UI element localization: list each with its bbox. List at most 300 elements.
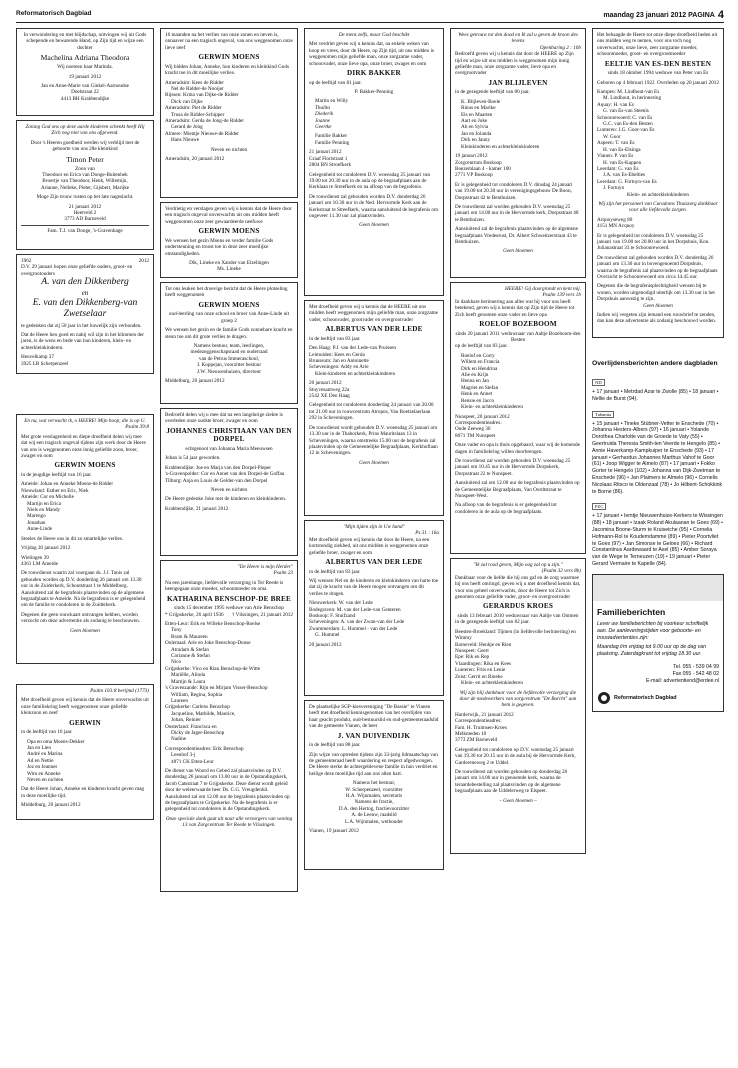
notice-text: D.V. 29 januari hopen onze geliefde ouders, groot- en overgrootouders [21, 264, 133, 277]
family-line: Roelof en Corry [461, 352, 495, 359]
deceased-name: ALBERTUS VAN DER LEDE [325, 325, 423, 334]
line: Theodoor en Erica van Donge-Buitenhek [42, 172, 128, 179]
family-line: Martijn & Laura [171, 678, 206, 685]
funeral-info: De rouwdienst waarin zal voorgaan ds. J.J. Tanis zal gehouden worden op D.V. donderdag 26 januari om 13.30 uur in de Zuiderkerk, Schoutstraat 1 te Middelburg. Aansluitend zal de begrafenis plaatsvinden op de algemene begraafplaats te Ameide. Na de begrafenis is er gelegenheid om de familie te condoleren in de Zuiderkerk. [21, 570, 146, 609]
motto: "Ik zal rood geven, Mijn oog zal op u zijn." [473, 562, 563, 568]
city: 3925 LB Scherpenzeel [21, 360, 69, 367]
family-line: Familie Penning [315, 139, 350, 146]
age: Johan is 54 jaar geworden. [165, 455, 221, 462]
family-line: Ameradsim: Piet de Ridder [165, 105, 222, 112]
family-line: Magriet en Stefan [461, 384, 499, 391]
note: Indien wij vergeten zijn iemand een rouwbrief te zenden, dan kan deze advertentie als zodanig beschouwd worden. [597, 312, 716, 325]
family-line: Jan en Jolanda [461, 130, 492, 137]
motto: En nu, wat verwacht ik, o HEERE! Mijn hoop, die is op U. [24, 418, 146, 424]
family-line: Almere: Mientje Nieuwe-de Ridder [165, 130, 239, 137]
motto: Zolang God ons op deze aarde kinderen schenkt heeft Hij Zich nog niet van ons afgewend. [25, 124, 145, 137]
family-line: Hans Nieuwe [171, 137, 200, 144]
family-line: Dick van Dijke [171, 98, 203, 105]
deceased-name: JAN BLIJLEVEN [488, 78, 548, 87]
column-1 [16, 28, 154, 824]
sub: oud-leerling van onze school en broer van Anne-Linde uit groep 2 [168, 311, 290, 324]
child-nickname: Wij noemen haar Marinda. [57, 64, 113, 71]
flowers: – Geen bloemen – [499, 797, 537, 804]
motto-ref: Ps 31 : 16a [415, 530, 439, 537]
logo-text: Reformatorisch Dagblad [614, 694, 677, 701]
phone[interactable]: Tel. 055 - 539 04 99 [673, 663, 719, 670]
family-notices-title: Familieberichten [597, 606, 666, 617]
family-line: Familie Bakker [315, 133, 348, 140]
funeral-info: De dienst van Woord en Gebed zal plaatsvinden op D.V. donderdag 26 januari om 13.00 uur in de Opstandingskerk, Jacob Catsstraat 7 te Grijpskerke. Deze dienst wordt geleid door de weleerwaarde heer Ds. C.G. Vreugdenhil. Aansluitend zal om 12.00 uur de begrafenis plaatsvinden op de begraafplaats te Grijpskerke. Na de begrafenis is er gelegenheid tot condoleren in de Opstandingskerk. [165, 767, 290, 813]
family-line: Klein- en achterkleinkinderen [627, 191, 689, 198]
family-line: Neven en nichten [27, 777, 64, 784]
family-line: Marengo [27, 513, 46, 520]
family-line: Aspeen: T. van Es [597, 140, 635, 147]
notice-date: Middelburg, 20 januari 2012 [165, 378, 225, 385]
notice-text: Bedroefd geven wij u kennis dat door de HEERE op Zijn tijd en wijze uit ons midden is weggenomen mijn innig geliefde man, onze zorgzame vader, lieve opa en overgrootvader [455, 51, 574, 77]
fax: Fax 055 - 542 48 02 [672, 670, 719, 677]
condolence-info: Gelegenheid tot condoleren op D.V. woensdag 25 januari van 19.30 tot 20.15 uur in de aula bij de Hervormde Kerk, Gardereneweg 2 te Uddel. [455, 746, 576, 766]
notice-text: 16 maanden na het verlies van onze zonen en neven is, onnaaver na een tragisch ongeval, van ons weggenomen onze lieve neef [165, 32, 293, 51]
family-line: Klein- en achterkleinkinderen [461, 680, 523, 687]
sign-line: J.W. Nieuwenhuizen, directeur [197, 368, 261, 375]
family-line: J.A. van Es-Ebelties [603, 172, 646, 179]
deceased-name: KATHARINA BENSCHOP-DE BREE [166, 594, 292, 603]
notice-text-2: te gedenken dat zij 50 jaar in het huwelijk zijn verbonden. [21, 322, 142, 329]
family-line: Nel de Ridder-de Nooijer [171, 86, 224, 93]
family-line: Ameide: Johan en Anneke Moens-de Ridder [21, 481, 114, 488]
notice-text-2: Degenen die de begrafenisplechtigheid wensen bij te wonen, worden uitgenodigd uiterlijk om 13.30 uur in het Dorpshuis aanwezig te zijn. [597, 283, 715, 303]
family-line: Henna en Jan [461, 378, 489, 385]
deceased-name: GERWIN MOENS [198, 300, 260, 309]
notice-text-2: Wij wensen Nel en de kinderen en kleinkinderen van harte toe dat zij de kracht van de Heere mogen ontvangen om dit verlies te dragen. [309, 578, 439, 597]
notice-date: Krabbendijke, 21 januari 2012 [165, 505, 229, 512]
address: Zorgcentrum Boskoop [455, 159, 502, 166]
funeral-info: De rouwdienst zal worden gehouden D.V. woensdag 25 januari om 10.45 uur in de Hervormde Dorpskerk, Dorpsstraat 22 te Nunspeet. [455, 457, 571, 477]
notice-text: Met droefheid geven wij u kennis dat de HEERE uit ons midden heeft weggenomen mijn geliefde man, onze zorgzame vader, schoonvader, grootvader en overgrootvader [309, 304, 438, 323]
notice-text: Tot ons leuken het droevige bericht dat de Heere plotseling heeft weggenomen [165, 286, 288, 299]
other-papers-title: Overlijdensberichten andere dagbladen [592, 360, 718, 367]
family-line: Bodegraven: M. van der Lede-van Genteren [309, 606, 401, 613]
family-line: Ad en Nettie [27, 757, 54, 764]
family-line: Nunspeet: Geert [455, 648, 489, 655]
family-line: Henk en Annet [461, 391, 493, 398]
family-line: Geertke [315, 124, 332, 131]
family-line: G.C. van Es-den Besten [603, 121, 653, 128]
notice-text: In verwondering en met blijdschap, ontvingen wij uit Gods schepende en bewarende Hand, op Zijn tijd en wijze een dochter [23, 32, 147, 51]
tag-tubantia: Tubantia [592, 411, 614, 418]
street: Heetveld 2 [73, 210, 97, 217]
motto-ref: (Psalm 32 vers 8b) [541, 568, 581, 575]
family-line: Dicky de Jager-Benschop [171, 729, 225, 736]
condolence-info: Gelegenheid tot condoleren D.V. woensdag 25 januari van 19.00 tot 20.30 uur in de aula op de begraafplaats aan de Kerklaan te Streefkerk en na afloop van de begrafenis. [309, 171, 431, 191]
sender-2: Ms. Lineke [217, 266, 241, 273]
family-line: Krabbendijke: Joe en Marja van den Dorpel-Pieper [165, 464, 272, 471]
family-line: Leimuiden: Kees en Gerda [309, 351, 365, 358]
email-link[interactable]: E-mail: advertentiend@erdee.nl [645, 677, 719, 684]
family-line: Martin en Willy [315, 98, 349, 105]
obituary-gerardus-kroes [450, 558, 586, 854]
name-husband: A. van den Dikkenberg [41, 276, 129, 288]
street: Doelstraat 22 [71, 89, 99, 96]
funeral-info: De rouwdienst zal gehouden worden D.V. donderdag 26 januari om 13.30 uur in bovengenoemd Dorpshuis, waarna de begrafenis zal plaatsvinden op de begraafplaats Overzicht te Schoonrewoerd om circa 14.45 uur. [597, 254, 718, 280]
address-2: Boezemlaan 4 - kamer 100 [455, 165, 511, 172]
sign-line: D.A. den Hertog, fractievoorzitter [338, 805, 410, 812]
city: 4361 LM Ameide [21, 560, 58, 567]
family-line: Scheveningen: A. van der Zwan-van der Lede [309, 619, 405, 626]
family-line: Klein-kinderen en achterkleinkinderen [315, 370, 396, 377]
notice-text: Na een jarenlange, liefdevolle verzorging in Ter Reede is heengegaan onze moeder, schoonmoeder en oma [165, 579, 284, 593]
family-line: M. Lindhout, in herinnering [603, 95, 662, 102]
notice-date: Vrijdag 20 januari 2012 [21, 545, 71, 552]
birth-notice-timon [16, 120, 154, 250]
notice-text: Met grote verslagenheid en diepe droefheid delen wij mee dat wij een tragisch ongeval tijdens zijn werk door de Heere van ons is weggenomen onze innig geliefde zoon, broer, zwager en oom [21, 433, 146, 460]
page-number: 4 [717, 9, 724, 21]
family-line: Nieuwland: Esther en Eric, Niek [21, 487, 89, 494]
obituary-jan-blijleven [450, 28, 586, 278]
family-notices-text-2: Maandag t/m vrijdag tot 9.00 uur op de dag van plaatsing. Zaterdagkrant tot vrijdag 18.30 uur. [597, 643, 707, 657]
family-line: Gerard de Jong [171, 124, 203, 131]
address: Stuyvesantweg 22a [309, 386, 350, 393]
notice-text-2: Dat de Heere Johan, Anneke en kinderen kracht geven mag in deze moeilijke tijd. [21, 786, 145, 799]
obituary-johannes [160, 408, 298, 556]
condolence-info: Gelegenheid tot condoleren donderdag 24 januari van 20.00 tot 21.00 uur in rouwcentrum Atropos, Van Boetzelaerlaan 292 in Scheveningen. [309, 402, 434, 422]
family-line: H. van Es-Elsinga [603, 146, 641, 153]
address: Fam. H. Truimsen-Kroes [455, 724, 507, 731]
notice-date: 19 januari 2012 [68, 73, 102, 80]
paper-logo [597, 691, 719, 705]
family-line: Rinus en Marike [461, 105, 496, 112]
family-line: 's Gravenzande: Rijn en Mirjam Visser-Benschop [165, 685, 268, 692]
family-notices-banner [593, 575, 723, 601]
condolence-info: Er is gelegenheid tot condoleren D.V. woensdag 25 januari van 19.00 tot 20.00 uur in het Dorpshuis, Kon. Julianastraat 33 te Schoonrewoerd. [597, 232, 710, 252]
correspondence: Correspondentieadres: [455, 419, 502, 426]
city: 4413 BH Krabbendijke [60, 95, 110, 102]
page-word: PAGINA [688, 12, 715, 19]
city: 3773 AD Barneveld [64, 216, 106, 223]
family-line: Grijpskerke: Vico en Rian Benschop-de Witte [165, 665, 261, 672]
motto-ref: Psalm 103:8 berijmd (1773) [90, 688, 149, 694]
obituary-gerwin-elzelingen [160, 202, 298, 278]
sign-line: medezeggenschapsraad en ouderraad [190, 349, 268, 356]
motto: HEERE! Gij doorgrondt en kent mij. [505, 286, 581, 292]
notice-text-3: Aansluitend zal de begrafenis plaatsvinden op de algemene begraafplaats Vredeerust, Dr. Albert Schweitzerstraat 43 te Benthuizen. [455, 226, 578, 245]
obituary-gerwin-moens-family [16, 414, 154, 664]
sender: Fam. T.J. van Donge, 's-Gravenhage [47, 227, 123, 234]
notice-date: Middelburg, 20 januari 2012 [21, 802, 81, 809]
obituary-dirk-bakker [304, 28, 444, 296]
sign-line: Namens bestuur, team, leerlingen, [193, 343, 265, 350]
address: Graaf Floristraat 1 [309, 155, 348, 162]
deceased-name: EELTJE VAN ES-DEN BESTEN [604, 59, 712, 68]
flowers: Geen bloemen [643, 302, 673, 309]
address: Heuvelkamp 37 [21, 354, 54, 361]
notice-date: 20 januari 2012 [309, 380, 342, 387]
family-line: Els en Maarten [461, 111, 493, 118]
family-line: Boskoop: F. Stuifzand [309, 613, 356, 620]
age: in de leeftijd van 88 jaar. [309, 742, 361, 749]
sign-line: Namens de fractie, [354, 799, 394, 806]
sub: sinds 13 februari 2010 weduwnaar van Aaltje van Ommen [457, 613, 579, 620]
family-line: G. Hummel [315, 632, 340, 639]
family-line: Epe: Rik en Rep [455, 654, 490, 661]
sign-line: J. Koppejan, voorzitter bestuur [196, 362, 262, 369]
flowers: Geen bloemen [503, 248, 533, 255]
family-line: Mariëlle, Alinda [171, 672, 205, 679]
age: in de leeftijd van 83 jaar. [309, 568, 361, 575]
obituary-albertus-2 [304, 520, 444, 696]
motto: Wees getrouw tot den dood en Ik zal u geven de kroon des levens [458, 32, 578, 45]
family-line: Scheveningen: Addy en Arie [309, 364, 369, 371]
notice-text: Dankbaar voor de liefde die hij ons gaf en de zorg waarmee hij ons heeft omringd, geven wij u met droefheid kennis dat, voor ons geheel onverwachts, door de Heere tot Zich is genomen onze geliefde vader, groot- en overgrootvader [455, 574, 581, 601]
page-info [603, 9, 724, 21]
sub: sinds 15 december 1995 weduwe van Arie Benschop [174, 605, 284, 612]
condolence-info: Er is gelegenheid tot condoleren D.V. dinsdag 24 januari van 19.00 tot 20.30 uur in verenigingsgebouw De Boon, Dorpsstraat 42 te Benthuizen. [455, 181, 573, 201]
notice-text: De plaatselijke SGP-kiesvereniging "De Bassie" te Vianen heeft met droefheid kennisgenomen van het overlijden van haar geacht produkt, oud-bestuurslid en oud-gemeenteraadslid van de gemeente Vianen, de heer [309, 704, 439, 730]
deceased-name: GERWIN MOENS [198, 53, 260, 62]
family-notices-box [592, 574, 724, 712]
deceased-name: ALBERTUS VAN DER LEDE [325, 558, 423, 567]
column-4 [450, 28, 586, 858]
age: op de leeftijd van 83 jaar. [455, 343, 508, 350]
sign-line: van de Petrus Immeraschool, [198, 355, 260, 362]
family-line: André en Marina [27, 751, 63, 758]
notice-text-3: Dat de Heere hen goed en nabij wil zijn in het klimmen der jaren, is de wens en bede van hun kinderen, klein- en achterkleinkinderen. [21, 332, 145, 351]
deceased-name: GERWIN [69, 718, 101, 727]
died: † Vlissingen, 21 januari 2012 [231, 611, 293, 618]
sign-line: A. de Leeuw, raadslid [351, 812, 397, 819]
sub: sinds 20 januari 2011 weduwnaar van Aaltje Bozeboom-den Besten [455, 330, 581, 344]
family-line: Kleinkinderen en achterkleinkinderen [461, 143, 540, 150]
contact-info [597, 664, 719, 685]
family-line: Bram & Maureen [171, 633, 208, 640]
notice-text: Door 's Heeren goedheid werden wij verblijd met de geboorte van ons 28e kleinkind [30, 139, 140, 153]
age: in de leeftijd van 16 jaar. [21, 729, 73, 736]
family-line: Grijpskerke: Carlens Benschop [165, 704, 230, 711]
line: Arianne, Nelleke, Pieter, Gijsbert, Marijke [40, 184, 130, 191]
notice-date: 21 januari 2012 [309, 149, 342, 156]
family-line: Ameradsim: Kees de Ridder [165, 79, 224, 86]
family-sub: Neven en nichten [210, 146, 248, 153]
family-line: Lunteren: J.G. Goor-van Es [597, 127, 655, 134]
child-name: Machelina Adriana Theodora [40, 53, 130, 63]
notice-text-2: De Heere gedenke Joke met de kinderen en kleinkinderen. [165, 496, 287, 503]
family-line: Joz en Jeannet [27, 764, 57, 771]
notice-date: Vianen, 19 januari 2012 [309, 828, 359, 835]
address: Leeuhof 3-j [171, 752, 196, 759]
born-died [597, 80, 719, 86]
obituary-gerwin-grandparents [16, 684, 154, 820]
obituary-eeltje [592, 28, 724, 338]
place-date: Harderwijk, 21 januari 2012 [455, 711, 514, 718]
family-line: Opa en oma Moens-Dekker [27, 738, 85, 745]
family-line: Barneveld: Henkje en Rien [455, 641, 512, 648]
family-line: Dirk en Hendrina [461, 365, 498, 372]
deceased-name: J. VAN DUIVENDIJK [337, 731, 411, 740]
column-3 [304, 28, 444, 874]
notice-text: Met droefheid geven wij kennis dat de Heere onverwachts uit onze familiekring heeft weggenomen onze geliefde kleinzoon en neef [21, 697, 149, 717]
notice-text: Bedroefd delen wij u mee dat na een langdurige ziekte is overleden onze oudste broer, zwager en oom [165, 412, 283, 425]
family-line: William, Regina, Sophia [171, 691, 223, 698]
family-line: Den Haag: P.J. van der Lede-van Pruissen [309, 345, 397, 352]
family-line: Alie en Krijn [461, 372, 489, 379]
family-line: Rijssen: Krina van Dijke-de Ridder [165, 92, 239, 99]
year-start: 1962 [21, 258, 32, 264]
notice-text-2: Steeles de Heere ons in dit zo smartelijke verlies. [21, 535, 124, 542]
family-line: Ameradsim: Gerda de Jong-de Ridder [165, 118, 244, 125]
family-line: Niels en Mandy [27, 507, 61, 514]
deceased-name: ROELOF BOZEBOOM [479, 320, 557, 329]
address: Oude Zeeweg 30 [455, 426, 491, 433]
flowers: Geen bloemen [70, 627, 100, 634]
family-line: Aart en Joke [461, 118, 488, 125]
obituary-katharina [160, 560, 298, 892]
notice-date: 21 januari 2012 [68, 203, 102, 210]
family-line: Dirk en Janny [461, 137, 491, 144]
deceased-name: JOHANNES CHRISTIAAN VAN DEN DORPEL [166, 426, 292, 444]
family-line: Klein- en achterkleinkinderen [461, 404, 523, 411]
family-line: Thalita [315, 104, 330, 111]
family-line: Vlaardingen: Rika en Kees [455, 660, 512, 667]
family-line: G. van Es-van Steenis [603, 108, 649, 115]
family-line: H. van Es-Kappen [603, 159, 642, 166]
motto: De mens zelfs, maar God beschikt [338, 32, 410, 38]
notice-text-4: Na afloop van de begrafenis is er gelegenheid tot condoleren in de aula op de begraafplaats. [455, 502, 557, 515]
family-line: Brunssum: Jan en Antoinette [309, 358, 369, 365]
city: 2804 BN Stroefkerk [309, 162, 352, 169]
family-line: Laureen [171, 697, 188, 704]
place-date: Nunspeet, 20 januari 2012 [455, 413, 510, 420]
tag-nd: ND [592, 379, 605, 386]
notice-text-3: Aansluitend zal om 12.00 uur de begrafenis plaatsvinden op de Gemeentelijke Begraafplaats, Van Oordtstraat te Nunspeet-West. [455, 480, 580, 499]
notice-text: Met verdriet geven wij u kennis dat, na enkele weken van hoop en vrees, door de Heere, op Zijn tijd, uit ons midden is weggenomen mijn geliefde man, onze zorgzame vader, schoonvader, onze lieve opa, onze broer, zwager en oom [309, 41, 434, 67]
sub: sinds 18 oktober 1994 weduwe van Peter van Es [607, 70, 709, 77]
died: Overleden op 20 januari 2012 [657, 79, 719, 86]
notice-text-2: We wensen het gezin Moens en verder familie Gods ondersteuning en troost toe in deze zeer moeilijke omstandigheden. [165, 237, 274, 257]
family-notices-text-1: Lever uw familieberichten bij voorkeur schriftelijk aan. De aanleveringstijden voor geboorte- en trouwadvertenties zijn: [597, 620, 709, 641]
column-5 [592, 28, 724, 712]
age: in de jeugdige leeftijd van 16 jaar. [21, 472, 92, 479]
sign-line: W. Scherpenzeel, voorzitter [345, 786, 403, 793]
age: in de leeftijd van 83 jaar. [309, 335, 361, 342]
birth-notice-machelina [16, 28, 154, 116]
family-line: Wim en Anneke [27, 770, 61, 777]
year-end: 2012 [138, 258, 149, 264]
family-line: Beesten-Broekland: Tijmen (in liefdevolle herinnering) en Wimmy [455, 628, 576, 642]
obituary-gerwin-neef [160, 28, 298, 198]
family-line: Jonathan [27, 519, 46, 526]
flowers: Geen bloemen [359, 222, 389, 229]
family-line: Leerdam: G. Fortuyn-van Es [597, 178, 657, 185]
notice-text: Met droefheid geven wij kennis dat door de Heere, na een kortstondig ziekbed, uit ons midden is weggenomen onze geliefde broer, zwager en oom [309, 536, 430, 556]
born: Geboren op 4 februari 1922 [597, 79, 655, 86]
family-line: Anne-Linde [27, 526, 53, 533]
family-line: Tony [171, 627, 182, 634]
family-line: Nico [171, 659, 182, 666]
paper-name: Reformatorisch Dagblad [16, 10, 92, 17]
address-2: Melkmeden 10 [455, 730, 487, 737]
family-line: J. Fortuyn [603, 185, 625, 192]
notice-date: 20 januari 2012 [309, 641, 342, 648]
motto-ref: Openbaring 2 : 10b [539, 44, 581, 51]
family-line: Oolemaal: Arie en Joke Benschop-Donse [165, 640, 251, 647]
motto-ref: Psalm 23 [273, 570, 293, 577]
anniversary-notice [16, 254, 154, 374]
tag-pzc: PZC [592, 503, 606, 510]
deceased-name: GERARDUS KROES [482, 602, 554, 611]
family-line: Tilburg: Anja en Louis de Gelder-van den Dorpel [165, 477, 268, 484]
notice-date: Ameradsim, 20 januari 2012 [165, 156, 225, 163]
obituary-albertus-1 [304, 300, 444, 516]
family-line: W. Goor [603, 133, 621, 140]
born: * Grijpskerke, 26 april 1936 [165, 611, 224, 618]
pzc-list: + 17 januari • Iemtje Nieuwenhuize-Kerkers te Wissingen (88) • 18 januari • Izaak Roland Akulaanan te Goes (69) • Jacomina Boone-Sturm te Kruiseiche (95) • Cornelia Hofmann-Rol te Koudemdamme (89) • Pieter Poortvliet te Goes (97) • Jan Simonse te Geloes (66) • Richard Constantinus Aardewaard te Axel (85) • Amber Soraya van de Wege te Terneuzen (19) • 19 januari • Pieter Gerard Vermaire te Kapelle (84). [592, 513, 723, 567]
page-date: maandag 23 januari 2012 [603, 12, 687, 19]
family-line: Lunteren: Frits en Lenie [455, 667, 506, 674]
family-line: P. Bakker-Penning [354, 89, 394, 96]
family-line: Kampen: M. Lindhout-van Es [597, 89, 660, 96]
sign-line: H.A. Wijnmalen, secretaris [345, 793, 403, 800]
other-papers-section [592, 360, 724, 568]
city: 4151 MN Acquoy [597, 223, 635, 230]
sign-line: L.A. Wijnmalen, wethouder [344, 818, 404, 825]
city: 3773 ZM Barneveld [455, 737, 498, 744]
funeral-info: De rouwdienst zal gehouden worden D.V. donderdag 26 januari om 10.30 uur in de Ned. Hervormde Kerk aan de Kerkstraat te Streefkerk, waarna aansluitend de begrafenis om ongeveer 11.30 uur zal plaatsvinden. [309, 193, 439, 219]
column-2 [160, 28, 298, 896]
tubantia-list: + 15 januari • Tineke Stübner-Vetter te Enschede (70) • Johanna Hesters-Albers (97) • 16 januari • Yolande Dorothea Charlotte van de Groede te Vaty (55) • Geertruida Theresia Smith-ten Veerde te Hengelo (85) • Annie Haverkamp-Kampkuiper te Enschede (93) • 17 januari • Gerhardus Johannes Marthus Vahof te Goor (61) • Joop Wigger te Almelo (87) • 17 januari • Fokko Gorter te Hengelo (102) • Johanna van Dijk-Zwetman te Enschede (96) • Jan Plaimers te Almelo (96) • Cornelis Nicolaas Ritsco te Oldenzaal (78) • Jo Hilbent-Schokkink te Borne (86). [592, 420, 723, 495]
motto-ref: Psalm 139 vers 1b [542, 292, 581, 299]
motto: "Mijn tijden zijn in Uw hand" [343, 524, 405, 530]
notice-text: Verdrietig en verslagen geven wij u kennis dat de Heere door een tragisch ongeval onverwachts uit ons midden heeft weggenomen onze zeer gewaardeerde neefuwe [165, 206, 292, 225]
note: Onze speciale dank gaat uit naar alle verzorgers van woning 13 van Zorgcentrum Ter Reede te Vlissingen. [165, 815, 293, 829]
correspondence: Correspondentieadres: Erik Benschop [165, 745, 244, 752]
motto: "De Heere is mijn Herder" [237, 564, 293, 570]
nd-list: + 17 januari • Metrdad Azar te Zwolle (85) • 18 januari • Nellie de Burst (94). [592, 389, 719, 402]
address: Wielingen 39 [21, 554, 49, 561]
parents: Jan en Anne-Marie van Ginkel-Aarnoudse [41, 83, 129, 90]
family-line: Etten-Leur: Erik en Willeke Benschop-Roelse [165, 621, 261, 628]
family-line: Jan en Lien [27, 745, 51, 752]
sub: echtgenoot van Johanna Maria Meeuwsen [185, 446, 273, 452]
line: Broertje van Theodoor, Henk, Willemijn, [42, 178, 128, 185]
sender: Dik, Lineke en Xander van Elzelingen [189, 260, 269, 267]
family-line: Johan, Reinier [171, 717, 201, 724]
deceased-name: GERWIN MOENS [198, 227, 260, 236]
family-line: 's-Gravenpolder: Cor en Annet van den Dorpel-de Goffau [165, 471, 285, 478]
notice-text-2: We wensen het gezin en de familie Gods zonnebare kracht en steun toe om dit grote verlies te dragen. [165, 327, 293, 340]
city: 2771 VP Boskoop [455, 172, 493, 179]
motto: Wij zijn het personeel van Curadoms Thuiszorg dankbaar voor alle liefdevolle zorgen. [598, 200, 718, 214]
family-line: Atradam & Stefan [171, 646, 210, 653]
funeral-info: De rouwdienst zal worden gehouden D.V. woensdag 25 januari om 14.00 uur in de Hervormde kerk, Dorpsstraat 48 te Benthuizen. [455, 203, 579, 223]
page-header [16, 9, 724, 23]
deceased-name: DIRK BAKKER [347, 69, 401, 78]
logo-icon [597, 691, 611, 705]
family-line: Rensie en Jacco [461, 397, 495, 404]
family-line: Corianne & Stefan [171, 653, 210, 660]
obituary-van-duivendijk [304, 700, 444, 870]
age: op de leeftijd van 81 jaar. [309, 79, 362, 86]
family-line: Aquay: H. van Es [597, 101, 634, 108]
notice-text-2: Onze vader en opa is thuis opgebaard, waar wij de komende dagen in familiekring willen doorbrengen. [455, 442, 580, 455]
family-line: Zeist: Gerrit en Rineke [455, 673, 503, 680]
obituary-roelof-bozeboom [450, 282, 586, 554]
city: 2542 XE Den Haag [309, 393, 350, 400]
motto-ref: Psalm 39:8 [125, 424, 149, 431]
family-line: Nieuwerkerk: W. van der Lede [309, 600, 373, 607]
family-line: Martijn en Erica [27, 500, 61, 507]
city: 4871 CK Etten-Leur [171, 758, 214, 765]
wish: Moge Zijn trouw rusten op het late nageslacht. [36, 194, 134, 201]
